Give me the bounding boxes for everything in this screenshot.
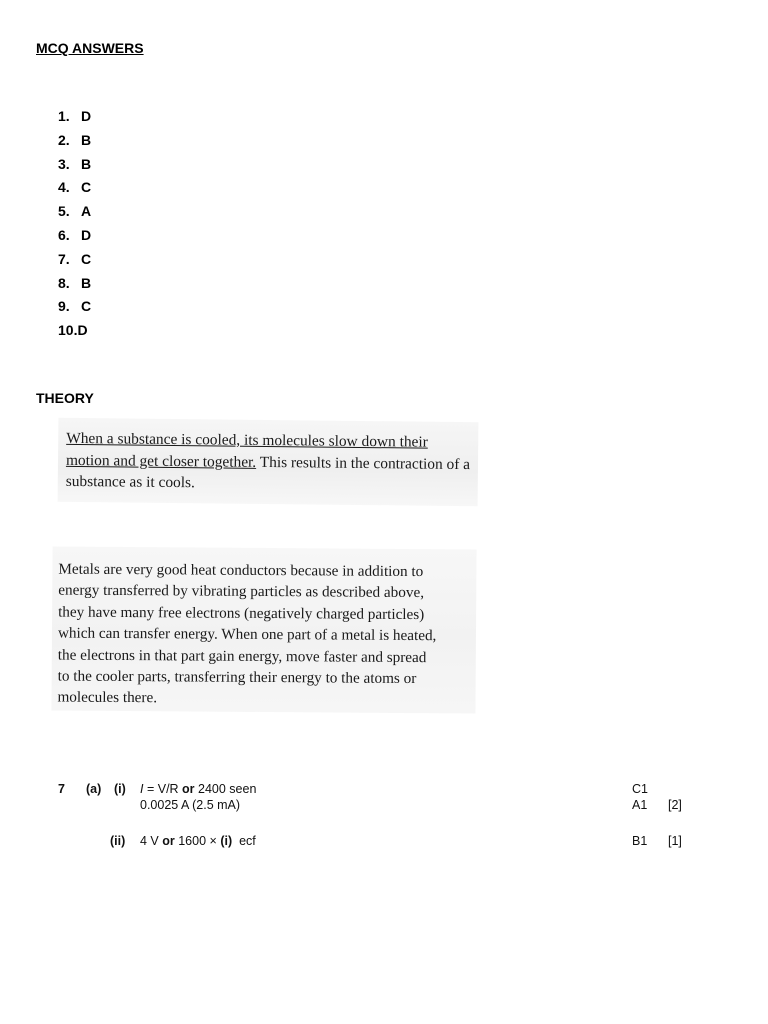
theory-answer-1-scan [58, 418, 479, 506]
list-item: 10.D [58, 322, 88, 339]
mark-scheme-row: (ii) 4 V or 1600 × (i) ecf B1 [1] [110, 834, 682, 848]
theory-answer-1: When a substance is cooled, its molecules slow down their motion and get closer together. This results in the contraction of a substance as it cools. [65, 429, 471, 492]
list-item: 1. D [58, 108, 92, 124]
list-item: 7. C [58, 250, 92, 267]
list-item: 6. D [58, 226, 92, 243]
theory-answer-2: Metals are very good heat conductors because in addition to energy transferred by vibrating particles as described above, they have many free electrons (negatively charged particles) which can transfer energy. When one part of a metal is heated, the electrons in that part gain energy, move faster and spread to the cooler parts, transferring their energy to the atoms or molecules there. [57, 560, 437, 707]
mark-scheme-row: 0.0025 A (2.5 mA) A1 [2] [140, 798, 682, 812]
mark-scheme [56, 782, 696, 850]
theory-heading: THEORY [36, 390, 94, 406]
theory-answer-2-scan [51, 547, 476, 714]
list-item: 2. B [58, 131, 92, 148]
list-item: 5. A [58, 203, 92, 220]
list-item: 8. B [58, 274, 92, 291]
mcq-answer-list [58, 108, 91, 346]
list-item: 9. C [58, 298, 92, 315]
list-item: 4. C [58, 179, 92, 196]
mark-scheme-row: 7 (a) (i) I = V/R or 2400 seen C1 [58, 782, 648, 796]
mcq-heading: MCQ ANSWERS [36, 40, 144, 56]
list-item: 3. B [58, 155, 92, 172]
formula: 4 V or 1600 × (i) ecf [140, 834, 256, 848]
formula: I = V/R or 2400 seen [140, 782, 257, 796]
